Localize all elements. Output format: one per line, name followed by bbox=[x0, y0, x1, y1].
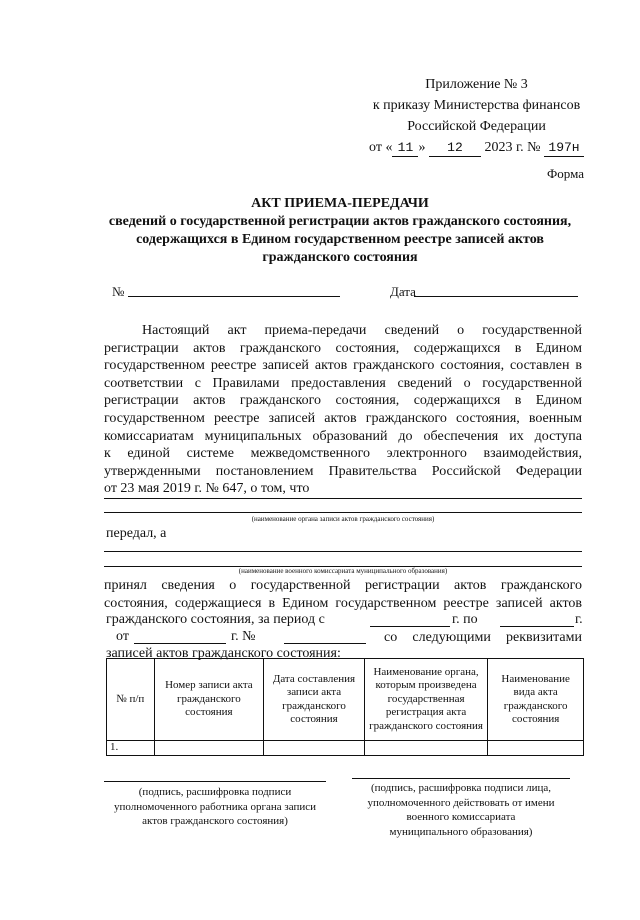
right-signature-caption-4: муниципального образования) bbox=[389, 825, 533, 838]
date-month: 12 bbox=[429, 140, 481, 157]
col-header-record-date: Дата составления записи акта гражданского состояния bbox=[264, 659, 365, 741]
date-prefix: от « bbox=[369, 140, 393, 155]
body-line-5: регистрации актов гражданского состояния, содержащихся в Едином bbox=[104, 393, 582, 409]
act-number-field[interactable] bbox=[284, 643, 366, 644]
appendix-date-line bbox=[369, 137, 584, 158]
number-label: № bbox=[112, 284, 125, 299]
left-signature-caption-1: (подпись, расшифровка подписи bbox=[138, 786, 292, 798]
table-cell[interactable] bbox=[154, 741, 264, 756]
period-mid-text: г. по bbox=[452, 612, 478, 627]
left-signature-caption-2: уполномоченного работника органа записи bbox=[113, 800, 317, 813]
period-to-field[interactable] bbox=[500, 626, 574, 627]
date-label: Дата bbox=[390, 284, 416, 299]
col-header-num: № п/п bbox=[107, 659, 155, 741]
records-text: записей актов гражданского состояния: bbox=[106, 646, 341, 661]
appendix-line-3: Российской Федерации bbox=[407, 119, 546, 134]
left-signature-line[interactable] bbox=[104, 781, 326, 782]
military-line-1[interactable] bbox=[104, 551, 582, 552]
act-number-label: г. № bbox=[231, 629, 256, 644]
accepted-line-1: принял сведения о государственной регистрации актов гражданского bbox=[104, 578, 582, 593]
accepted-period-text: гражданского состояния, за период с bbox=[106, 612, 325, 627]
body-line-1: Настоящий акт приема-передачи сведений о государственной bbox=[142, 323, 582, 338]
table-cell[interactable]: 1. bbox=[107, 741, 155, 756]
form-label: Форма bbox=[547, 166, 584, 181]
table-header-row bbox=[107, 659, 584, 741]
left-signature-caption bbox=[104, 785, 326, 829]
order-number: 197н bbox=[544, 140, 584, 157]
body-line-3: государственном реестре записей актов гражданского состояния, составлен в bbox=[104, 358, 582, 374]
col-header-authority: Наименование органа, которым произведена государственная регистрация акта гражданского состояния bbox=[364, 659, 488, 741]
body-line-8: к единой системе межведомственного электронного взаимодействия, bbox=[104, 446, 582, 462]
appendix-line-2: к приказу Министерства финансов bbox=[372, 98, 581, 113]
right-signature-caption-3: военного комиссариата bbox=[406, 811, 516, 823]
body-line-10: от 23 мая 2019 г. № 647, о том, что bbox=[104, 481, 310, 497]
military-caption: (наименование военного комиссариата муниципального образования) bbox=[238, 567, 448, 575]
body-line-6: государственном реестре записей актов гражданского состояния, военным bbox=[104, 411, 582, 426]
date-day: 11 bbox=[392, 140, 418, 157]
period-from-field[interactable] bbox=[370, 626, 450, 627]
registry-org-caption: (наименование органа записи актов гражданского состояния) bbox=[251, 515, 435, 523]
title-main: АКТ ПРИЕМА-ПЕРЕДАЧИ bbox=[251, 196, 429, 211]
transferred-text: передал, а bbox=[106, 526, 167, 541]
right-signature-caption bbox=[352, 781, 570, 839]
registry-org-line-1[interactable] bbox=[104, 498, 582, 499]
from-label: от bbox=[116, 629, 129, 644]
body-line-2: регистрации актов гражданского состояния, содержащихся в Едином bbox=[104, 340, 582, 356]
table-cell[interactable] bbox=[364, 741, 488, 756]
table-cell[interactable] bbox=[264, 741, 365, 756]
act-date-field[interactable] bbox=[134, 643, 226, 644]
number-field[interactable] bbox=[128, 296, 340, 297]
registry-org-line-2[interactable] bbox=[104, 512, 582, 513]
records-table bbox=[106, 658, 584, 756]
right-signature-caption-1: (подпись, расшифровка подписи лица, bbox=[370, 782, 552, 794]
accepted-line-2: состояния, содержащиеся в Едином государственном реестре записей актов bbox=[104, 595, 582, 611]
right-signature-caption-2: уполномоченного действовать от имени bbox=[367, 796, 555, 809]
date-mid: » bbox=[418, 140, 426, 155]
appendix-line-1: Приложение № 3 bbox=[425, 77, 528, 92]
date-field[interactable] bbox=[414, 296, 578, 297]
period-end-text: г. bbox=[575, 612, 583, 627]
right-signature-line[interactable] bbox=[352, 778, 570, 779]
title-sub-1: сведений о государственной регистрации актов гражданского состояния, bbox=[108, 214, 572, 229]
requisites-text: со следующими реквизитами bbox=[384, 630, 582, 645]
table-row bbox=[107, 741, 584, 756]
col-header-act-type: Наименование вида акта гражданского состояния bbox=[488, 659, 584, 741]
body-line-4: соответствии с Правилами предоставления сведений о государственной bbox=[104, 375, 582, 391]
title-sub-3: гражданского состояния bbox=[262, 250, 418, 265]
body-line-7: комиссариатам муниципальных образований до обеспечения их доступа bbox=[104, 428, 582, 444]
title-sub-2: содержащихся в Едином государственном реестре записей актов bbox=[136, 232, 544, 247]
body-line-9: утвержденными постановлением Правительства Российской Федерации bbox=[104, 463, 582, 479]
appendix-block bbox=[369, 74, 584, 158]
col-header-record-number: Номер записи акта гражданского состояния bbox=[154, 659, 264, 741]
date-year: 2023 г. № bbox=[484, 140, 541, 155]
table-cell[interactable] bbox=[488, 741, 584, 756]
left-signature-caption-3: актов гражданского состояния) bbox=[142, 815, 288, 827]
